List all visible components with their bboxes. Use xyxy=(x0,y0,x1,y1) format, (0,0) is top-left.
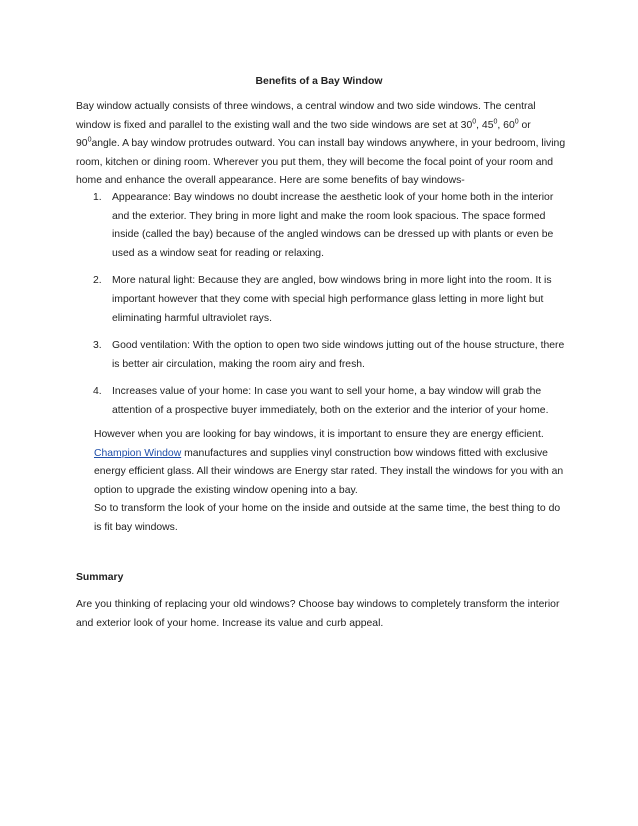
degree-mark: 0 xyxy=(87,136,92,144)
degree-mark: 0 xyxy=(514,118,519,126)
list-item-text: Appearance: Bay windows no doubt increase the aesthetic look of your home both in the interior and the exterior. They bring in more light and make the room look spacious. The space formed inside (called the bay) because of the angled windows can be dressed up with plants or even be used as a window seat for reading or relaxing. xyxy=(112,192,554,259)
degree-mark: 0 xyxy=(493,118,498,126)
paragraph-text: However when you are looking for bay windows, it is important to ensure they are energy efficient. xyxy=(94,429,544,440)
conclusion-paragraph: So to transform the look of your home on the inside and outside at the same time, the best thing to do is fit bay windows. xyxy=(94,503,561,533)
degree-mark: 0 xyxy=(472,118,477,126)
list-item-text: Increases value of your home: In case you want to sell your home, a bay window will grab the attention of a prospective buyer immediately, both on the exterior and the interior of your home. xyxy=(112,386,549,416)
intro-text-part1: Bay window actually consists of three windows, a central window and two side windows. The central window is fixed and parallel to the existing wall and the two side windows are set at 30 xyxy=(76,101,536,131)
document-title: Benefits of a Bay Window xyxy=(255,76,383,87)
list-item-number: 4. xyxy=(93,386,102,398)
list-item-number: 2. xyxy=(93,275,102,287)
champion-window-link[interactable]: Champion Window xyxy=(94,447,182,459)
list-item-text: More natural light: Because they are angled, bow windows bring in more light into the room. It is important however that they come with special high performance glass letting in more light but eliminating harmful ultraviolet rays. xyxy=(112,275,552,324)
list-item-text: Good ventilation: With the option to open two side windows jutting out of the house structure, there is better air circulation, making the room airy and fresh. xyxy=(112,340,565,370)
intro-sep-45: , 45 xyxy=(476,119,494,131)
summary-paragraph: Are you thinking of replacing your old windows? Choose bay windows to completely transform the interior and exterior look of your home. Increase its value and curb appeal. xyxy=(76,599,560,629)
summary-heading: Summary xyxy=(76,572,124,583)
energy-efficiency-paragraph xyxy=(94,426,566,500)
benefits-list xyxy=(76,189,566,430)
intro-sep-60: , 60 xyxy=(497,119,515,131)
list-item xyxy=(76,189,566,263)
list-item xyxy=(76,272,566,328)
intro-paragraph xyxy=(76,98,566,191)
list-item xyxy=(76,383,566,420)
intro-sep-90: or 90 xyxy=(76,119,531,150)
list-item-number: 3. xyxy=(93,340,102,352)
list-item xyxy=(76,337,566,374)
intro-text-part2: angle. A bay window protrudes outward. You can install bay windows anywhere, in your bedroom, living room, kitchen or dining room. Wherever you put them, they will become the focal point of your room and home and enhance the overall appearance. Here are some benefits of bay windows- xyxy=(76,138,566,187)
paragraph-text: manufactures and supplies vinyl construction bow windows fitted with exclusive energy efficient glass. All their windows are Energy star rated. They install the windows for you with an option to upgrade the existing window opening into a bay. xyxy=(94,447,564,496)
list-item-number: 1. xyxy=(93,192,102,203)
